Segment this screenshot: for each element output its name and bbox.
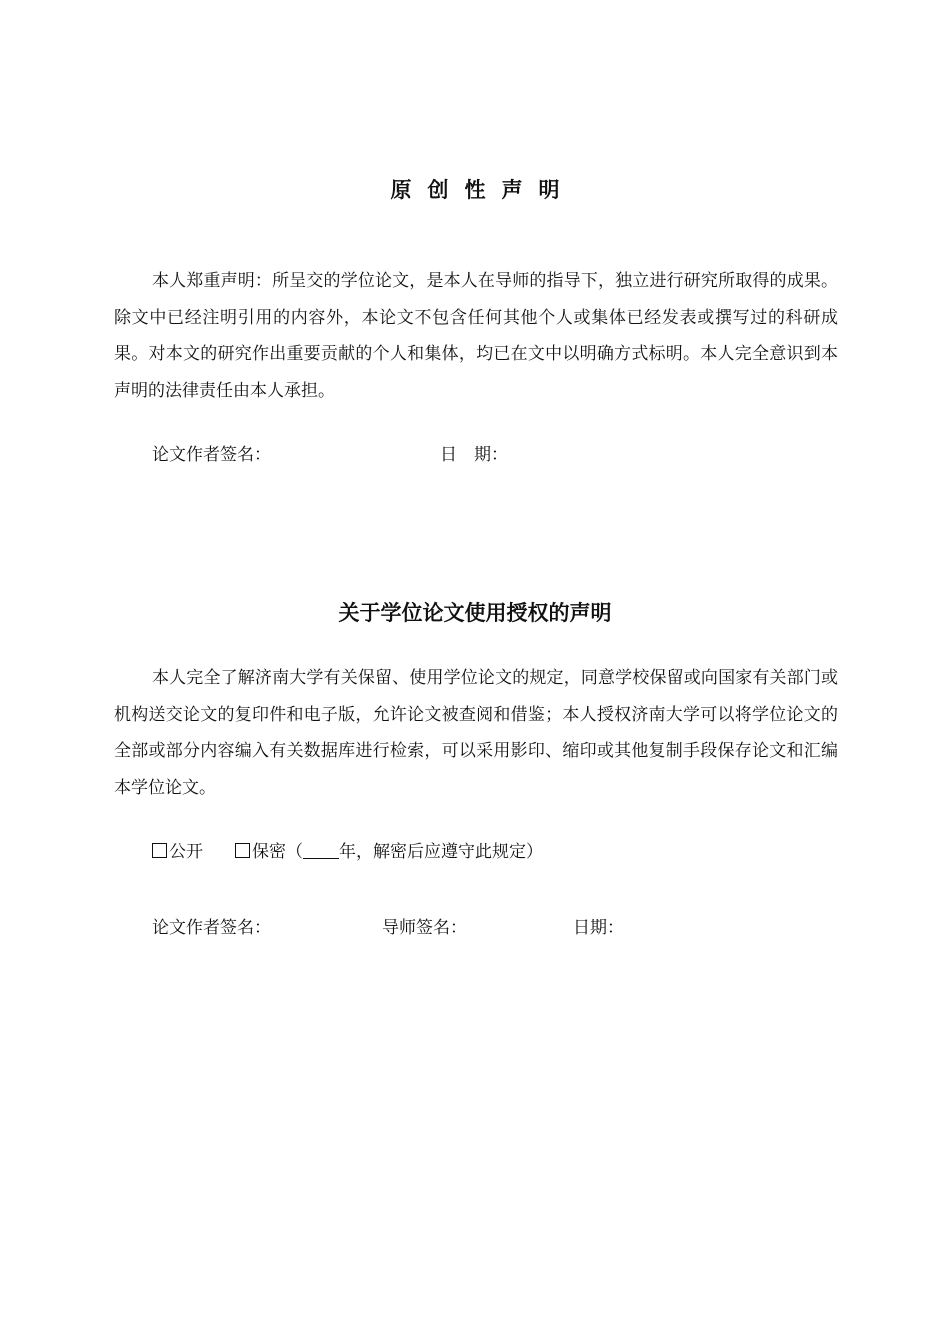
authorization-paragraph: 本人完全了解济南大学有关保留、使用学位论文的规定，同意学校保留或向国家有关部门或机构送交论文的复印件和电子版，允许论文被查阅和借鉴；本人授权济南大学可以将学位论文的全部或部分内容编入有关数据库进行检索，可以采用影印、缩印或其他复制手段保存论文和汇编本学位论文。	[114, 668, 838, 798]
option-secret-label: 保密（	[252, 842, 303, 862]
option-public[interactable]	[152, 837, 203, 862]
checkbox-public-icon[interactable]	[152, 843, 167, 858]
option-secret[interactable]	[235, 837, 543, 862]
originality-author-signature-label: 论文作者签名：	[152, 445, 271, 465]
authorization-advisor-signature-label: 导师签名：	[382, 918, 467, 938]
originality-date-label: 日 期：	[440, 445, 508, 465]
secret-years-blank[interactable]	[303, 844, 339, 859]
checkbox-secret-icon[interactable]	[235, 843, 250, 858]
authorization-title: 关于学位论文使用授权的声明	[338, 601, 612, 625]
option-secret-suffix: 年，解密后应遵守此规定）	[339, 842, 543, 862]
authorization-date-label: 日期：	[573, 918, 624, 938]
originality-paragraph: 本人郑重声明：所呈交的学位论文，是本人在导师的指导下，独立进行研究所取得的成果。除文中已经注明引用的内容外，本论文不包含任何其他个人或集体已经发表或撰写过的科研成果。对本文的研究作出重要贡献的个人和集体，均已在文中以明确方式标明。本人完全意识到本声明的法律责任由本人承担。	[114, 271, 838, 401]
originality-title: 原创性声明	[390, 178, 576, 202]
option-public-label: 公开	[169, 842, 203, 862]
authorization-author-signature-label: 论文作者签名：	[152, 918, 271, 938]
